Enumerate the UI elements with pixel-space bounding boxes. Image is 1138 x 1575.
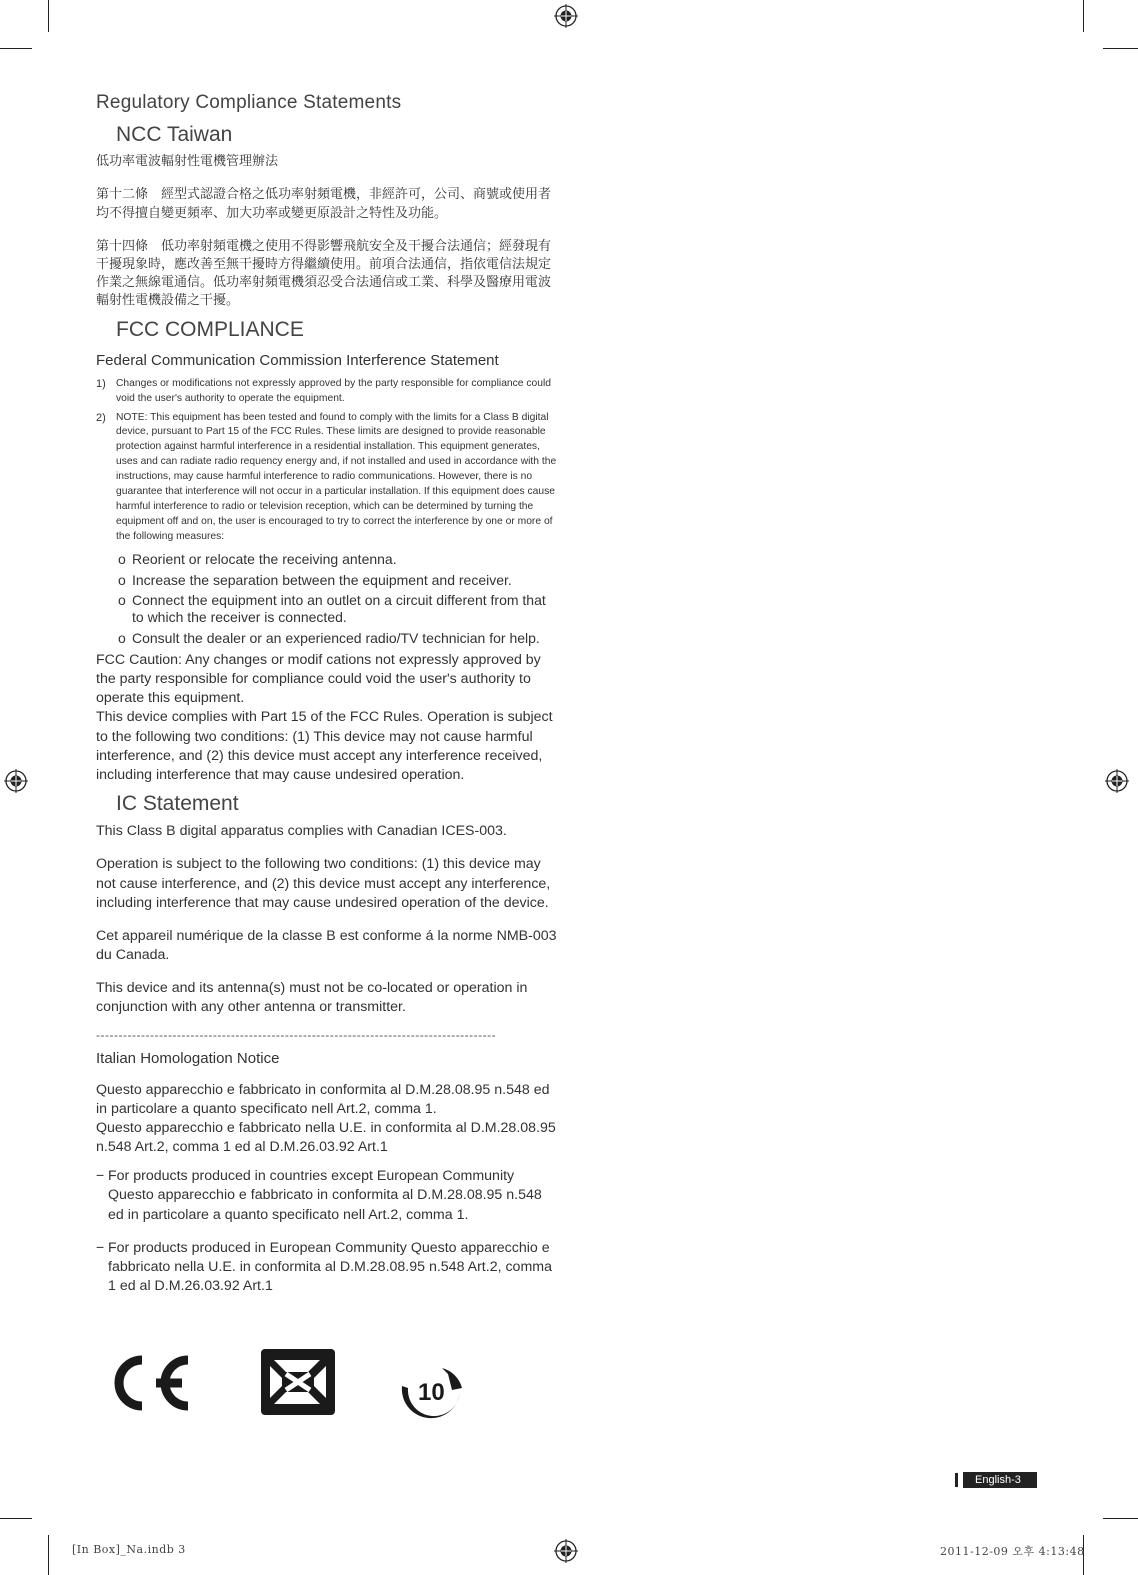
bullet: o <box>118 550 126 567</box>
list-item <box>118 572 561 589</box>
ic-heading: IC Statement <box>116 792 239 816</box>
list-text: Changes or modifications not expressly approved by the party responsible for compliance could void the user's authority to operate the equipment. <box>116 377 551 404</box>
ic-paragraph: This device and its antenna(s) must not be co-located or operation in conjunction with any other antenna or transmitter. <box>96 980 528 1016</box>
epup-number: 10 <box>418 1379 445 1406</box>
italian-heading: Italian Homologation Notice <box>96 1049 280 1067</box>
list-item <box>96 377 561 407</box>
list-number: 1) <box>96 377 106 390</box>
print-file-name: [In Box]_Na.indb 3 <box>72 1543 186 1556</box>
measure-text: Consult the dealer or an experienced radio/TV technician for help. <box>132 630 540 647</box>
italian-paragraph: Questo apparecchio e fabbricato nella U.E. in conformita al D.M.28.08.95 n.548 Art.2, comma 1 ed al D.M.26.03.92 Art.1 <box>96 1119 556 1156</box>
tag-bar <box>955 1473 958 1487</box>
document-body <box>96 92 561 1296</box>
crop-mark <box>1103 1518 1138 1519</box>
italian-dash-text: For products produced in countries except European Community Questo apparecchio e fabbricato in conformita al D.M.28.08.95 n.548 ed in particolare a quanto specificato nell Art.2, comma 1. <box>108 1168 542 1223</box>
fcc-part15: This device complies with Part 15 of the FCC Rules. Operation is subject to the following two conditions: (1) This device may not cause harmful interference, and (2) this device must accept any interference received, including interference that may cause undesired operation. <box>96 709 553 783</box>
registration-mark-icon <box>1105 769 1129 793</box>
crop-mark <box>0 1518 32 1519</box>
page-number: English-3 <box>963 1472 1037 1488</box>
ic-paragraph: Cet appareil numérique de la classe B est conforme á la norme NMB-003 du Canada. <box>96 927 557 964</box>
ic-paragraph: This Class B digital apparatus complies with Canadian ICES-003. <box>96 823 507 840</box>
list-item <box>118 592 561 626</box>
list-item <box>96 1239 561 1297</box>
registration-mark-icon <box>4 769 28 793</box>
fcc-caution: FCC Caution: Any changes or modif cations not expressly approved by the party responsible for compliance could void the user's authority to operate this equipment. <box>96 651 541 707</box>
list-text: NOTE: This equipment has been tested and found to comply with the limits for a Class B digital device, pursuant to Part 15 of the FCC Rules. These limits are designed to provide reasonable protection against harmful interference in a residential installation. This equipment generates, uses and can radiate radio requency energy and, if not installed and used in accordance with the instructions, may cause harmful interference to radio communications. However, there is no guarantee that interference will not occur in a particular installation. If this equipment does cause harmful interference to radio or television reception, which can be determined by turning the equipment off and on, the user is encouraged to try to correct the interference by one or more of the following measures: <box>116 411 557 542</box>
bullet: o <box>118 630 126 647</box>
crop-mark <box>0 48 32 49</box>
print-timestamp: 2011-12-09 오후 4:13:48 <box>940 1545 1085 1558</box>
certification-logos <box>104 1344 484 1424</box>
bullet: o <box>118 571 126 588</box>
list-number: 2) <box>96 411 106 424</box>
ncc-heading: NCC Taiwan <box>116 123 233 146</box>
taiwan-recycling-mark-icon <box>260 1348 336 1416</box>
measure-text: Connect the equipment into an outlet on a circuit different from that to which the receiver is connected. <box>132 592 546 626</box>
fcc-measures-list <box>96 551 561 647</box>
fcc-numbered-list <box>96 377 561 545</box>
measure-text: Increase the separation between the equipment and receiver. <box>132 571 512 588</box>
ncc-article-14: 第十四條 低功率射頻電機之使用不得影響飛航安全及干擾合法通信；經發現有干擾現象時，應改善至無干擾時方得繼續使用。前項合法通信，指依電信法規定作業之無線電通信。低功率射頻電機須忍受合法通信或工業、科學及醫療用電波輻射性電機設備之干擾。 <box>96 238 552 309</box>
ic-paragraph: Operation is subject to the following two conditions: (1) this device may not cause interference, and (2) this device must accept any interference, including interference that may cause undesired operation of the device. <box>96 856 551 911</box>
dash: − <box>96 1239 105 1256</box>
measure-text: Reorient or relocate the receiving antenna. <box>132 550 397 567</box>
ncc-article-12: 第十二條 經型式認證合格之低功率射頻電機，非經許可，公司、商號或使用者均不得擅自變更頻率、加大功率或變更原設計之特性及功能。 <box>96 187 552 221</box>
italian-dash-text: For products produced in European Community Questo apparecchio e fabbricato nella U.E. in conformita al D.M.28.08.95 n.548 Art.2, comma 1 ed al D.M.26.03.92 Art.1 <box>108 1239 552 1295</box>
page-number-tag <box>955 1472 1037 1488</box>
bullet: o <box>118 592 126 609</box>
crop-mark <box>48 1535 49 1575</box>
registration-mark-icon <box>554 4 578 28</box>
section-divider: ----------------------------------------------------------------------------------------- <box>96 1027 497 1042</box>
crop-mark <box>1083 0 1084 32</box>
list-item <box>118 551 561 568</box>
list-item <box>96 1167 561 1225</box>
ncc-title: 低功率電波輻射性電機管理辦法 <box>96 154 279 170</box>
crop-mark <box>48 0 49 32</box>
fcc-heading: FCC COMPLIANCE <box>116 317 304 341</box>
ce-mark-icon <box>104 1352 194 1414</box>
dash: − <box>96 1168 105 1185</box>
list-item <box>96 411 561 545</box>
crop-mark <box>1103 48 1138 49</box>
fcc-subheading: Federal Communication Commission Interference Statement <box>96 351 499 369</box>
list-item <box>118 630 561 647</box>
italian-paragraph: Questo apparecchio e fabbricato in conformita al D.M.28.08.95 n.548 ed in particolare a quanto specificato nell Art.2, comma 1. <box>96 1081 550 1117</box>
page-title: Regulatory Compliance Statements <box>96 92 402 113</box>
china-epup-10-icon <box>396 1362 466 1422</box>
registration-mark-icon <box>554 1539 578 1563</box>
